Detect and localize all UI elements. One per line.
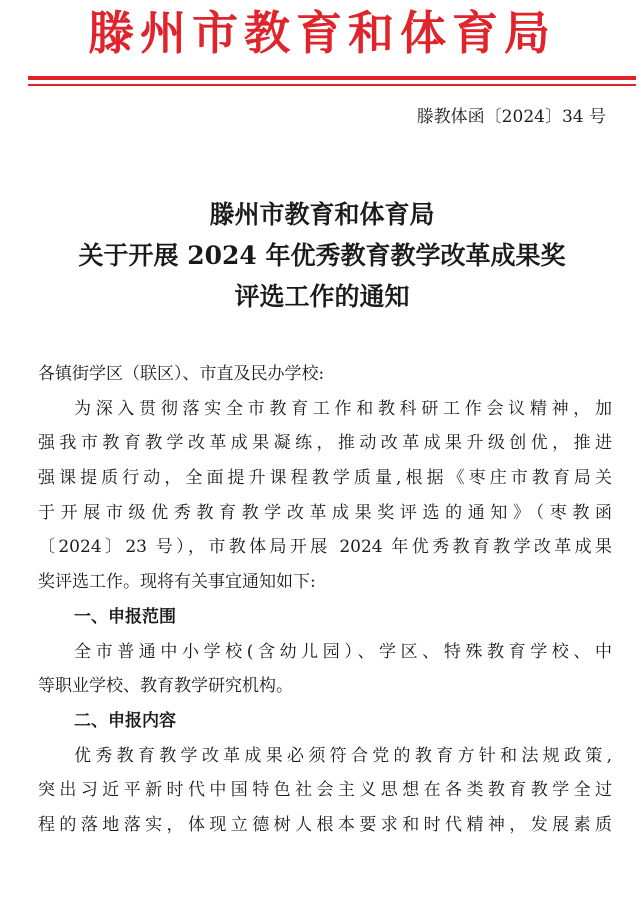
title-line: 滕州市教育和体育局 bbox=[209, 200, 435, 229]
document-body bbox=[38, 357, 612, 843]
red-divider-thick bbox=[28, 76, 636, 80]
red-divider-thin bbox=[28, 84, 636, 86]
paragraph-line: 全市普通中小学校(含幼儿园）、学区、特殊教育学校、中 bbox=[74, 641, 612, 662]
paragraph-line: 程的落地落实，体现立德树人根本要求和时代精神，发展素质 bbox=[38, 814, 612, 835]
title-line: 评选工作的通知 bbox=[234, 282, 410, 311]
title-line: 关于开展 2024 年优秀教育教学改革成果奖 bbox=[78, 241, 566, 270]
section-heading-content: 二、申报内容 bbox=[74, 710, 176, 731]
paragraph-line: 强课提质行动，全面提升课程教学质量,根据《枣庄市教育局关 bbox=[38, 468, 612, 489]
paragraph-line: 突出习近平新时代中国特色社会主义思想在各类教育教学全过 bbox=[38, 780, 612, 801]
section-heading-scope: 一、申报范围 bbox=[74, 606, 176, 627]
salutation: 各镇街学区（联区）、市直及民办学校: bbox=[38, 364, 325, 384]
masthead-title: 滕州市教育和体育局 bbox=[88, 6, 556, 60]
document-title bbox=[0, 194, 644, 317]
paragraph-line: 强我市教育教学改革成果凝练，推动改革成果升级创优，推进 bbox=[38, 433, 612, 454]
document-number: 滕教体函〔2024〕34 号 bbox=[416, 107, 606, 127]
paragraph-line: 奖评选工作。现将有关事宜通知如下: bbox=[38, 572, 316, 593]
paragraph-line: 于开展市级优秀教育教学改革成果奖评选的通知》（枣教函 bbox=[38, 502, 612, 523]
paragraph-line: 〔2024〕23 号），市教体局开展 2024 年优秀教育教学改革成果 bbox=[38, 537, 612, 558]
paragraph-line: 为深入贯彻落实全市教育工作和教科研工作会议精神，加 bbox=[74, 398, 612, 419]
paragraph-line: 等职业学校、教育教学研究机构。 bbox=[38, 676, 293, 697]
paragraph-line: 优秀教育教学改革成果必须符合党的教育方针和法规政策, bbox=[74, 745, 612, 766]
